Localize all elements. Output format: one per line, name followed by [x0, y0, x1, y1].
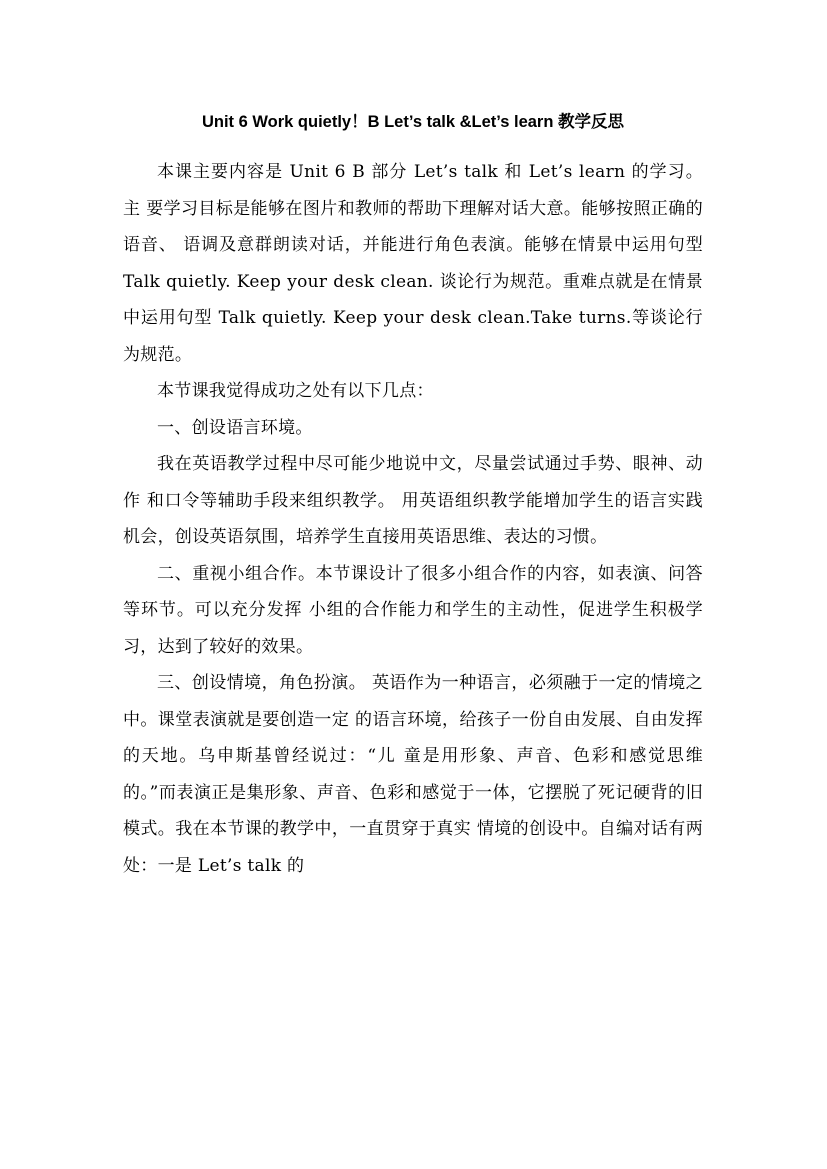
document-title: Unit 6 Work quietly！B Let’s talk &Let’s learn 教学反思 — [201, 113, 625, 131]
paragraph-point-three: 三、创设情境，角色扮演。 英语作为一种语言，必须融于一定的情境之中。课堂表演就是要创造一定 的语言环境，给孩子一份自由发展、自由发挥的天地。乌申斯基曾经说过：“儿 童是用形象、声音、色彩和感觉思维的。”而表演正是集形象、声音、色彩和感觉于一体，它摆脱了死记硬背的旧模式。我在本节课的教学中，一直贯穿于真实 情境的创设中。自编对话有两处：一是 Let’s talk 的 — [123, 673, 703, 876]
document-page — [123, 100, 703, 884]
paragraph-intro: 本课主要内容是 Unit 6 B 部分 Let’s talk 和 Let’s learn 的学习。主 要学习目标是能够在图片和教师的帮助下理解对话大意。能够按照正确的语音、 语调及意群朗读对话，并能进行角色表演。能够在情景中运用句型 Talk quietly. Keep your desk clean. 谈论行为规范。重难点就是在情景中运用句型 Talk quietly. Keep your desk clean.Take turns.等谈论行为规范。 — [123, 162, 703, 365]
paragraph-point-one: 我在英语教学过程中尽可能少地说中文，尽量尝试通过手势、眼神、动作 和口令等辅助手段来组织教学。 用英语组织教学能增加学生的语言实践机会，创设英语氛围，培养学生直接用英语思维、表达的习惯。 — [123, 454, 703, 547]
paragraph-success-points: 本节课我觉得成功之处有以下几点： — [157, 381, 434, 401]
paragraph-point-two: 二、重视小组合作。本节课设计了很多小组合作的内容，如表演、问答等环节。可以充分发挥 小组的合作能力和学生的主动性，促进学生积极学习，达到了较好的效果。 — [123, 563, 703, 657]
heading-point-one: 一、创设语言环境。 — [157, 417, 313, 438]
